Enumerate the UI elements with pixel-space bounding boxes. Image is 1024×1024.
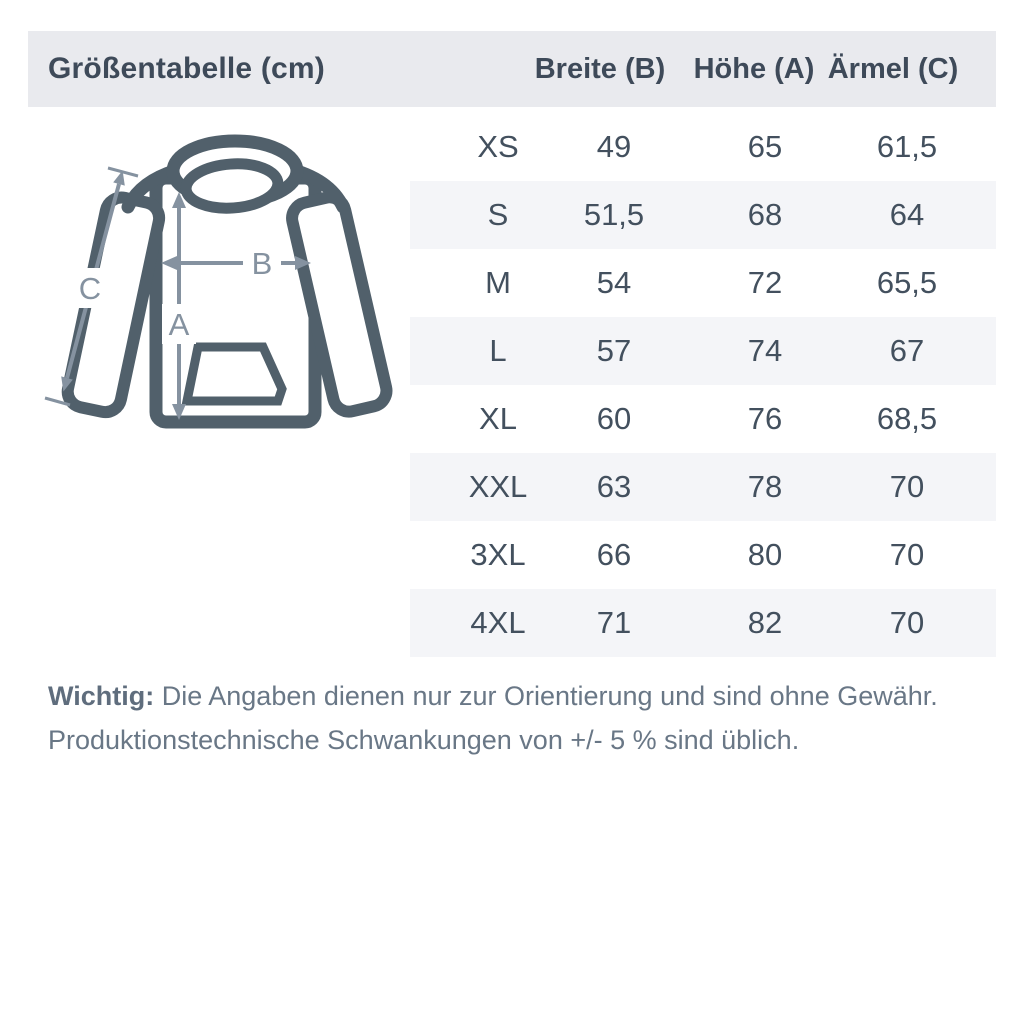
table-row [410, 317, 996, 385]
cell-breite: 66 [596, 537, 632, 572]
disclaimer-line2: Produktionstechnische Schwankungen von +/- 5 % sind üblich. [48, 725, 800, 755]
cell-hoehe: 80 [747, 537, 783, 572]
table-row [410, 385, 996, 453]
column-header-breite: Breite (B) [534, 52, 666, 85]
measure-b-label: B [251, 246, 273, 281]
cell-hoehe: 65 [747, 129, 783, 164]
cell-hoehe: 68 [747, 197, 783, 232]
column-header-hoehe: Höhe (A) [693, 52, 815, 85]
disclaimer-text [48, 674, 948, 762]
cell-breite: 54 [596, 265, 632, 300]
measure-c-label: C [78, 271, 102, 306]
cell-size: XL [479, 401, 517, 436]
table-row [410, 521, 996, 589]
column-header-aermel: Ärmel (C) [827, 52, 959, 85]
cell-breite: 71 [596, 605, 632, 640]
cell-aermel: 64 [889, 197, 925, 232]
cell-size: XS [477, 129, 519, 164]
pocket-outline [187, 347, 282, 401]
cell-breite: 49 [596, 129, 632, 164]
size-table-body [410, 113, 996, 657]
cell-breite: 63 [596, 469, 632, 504]
cell-hoehe: 72 [747, 265, 783, 300]
cell-aermel: 61,5 [876, 129, 938, 164]
table-row [410, 249, 996, 317]
cell-size: S [487, 197, 509, 232]
cell-aermel: 70 [889, 537, 925, 572]
hoodie-illustration [45, 141, 390, 422]
cell-hoehe: 74 [747, 333, 783, 368]
cell-aermel: 67 [889, 333, 925, 368]
cell-size: L [489, 333, 507, 368]
page-title: Größentabelle (cm) [48, 52, 325, 85]
cell-aermel: 65,5 [876, 265, 938, 300]
cell-hoehe: 78 [747, 469, 783, 504]
disclaimer-bold: Wichtig: [48, 681, 155, 711]
cell-aermel: 70 [889, 469, 925, 504]
cell-hoehe: 82 [747, 605, 783, 640]
cell-aermel: 68,5 [876, 401, 938, 436]
disclaimer-line1: Wichtig: Die Angaben dienen nur zur Orientierung und sind ohne Gewähr. [48, 681, 938, 711]
cell-size: XXL [468, 469, 528, 504]
cell-hoehe: 76 [747, 401, 783, 436]
table-row [410, 113, 996, 181]
table-row [410, 181, 996, 249]
cell-breite: 60 [596, 401, 632, 436]
cell-aermel: 70 [889, 605, 925, 640]
measure-a-label: A [168, 307, 190, 342]
cell-breite: 51,5 [583, 197, 645, 232]
hoodie-measurement-diagram [35, 128, 410, 458]
table-row [410, 589, 996, 657]
table-row [410, 453, 996, 521]
cell-breite: 57 [596, 333, 632, 368]
cell-size: 4XL [470, 605, 526, 640]
cell-size: 3XL [470, 537, 526, 572]
size-chart-header [28, 31, 996, 107]
cell-size: M [485, 265, 511, 300]
